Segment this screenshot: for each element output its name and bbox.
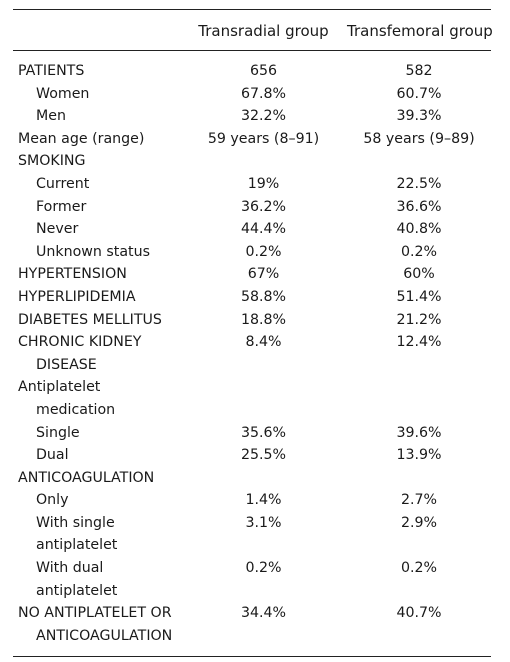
data-table: [13, 9, 491, 657]
table-row: [13, 444, 491, 467]
row-label: [13, 602, 193, 647]
row-label-line: Mean age (range): [18, 130, 145, 147]
table-header: [13, 10, 491, 51]
table-row: [13, 376, 491, 421]
transradial-value: 32.2%: [240, 108, 287, 125]
table-body: [13, 51, 491, 656]
row-label: [13, 150, 193, 173]
row-label: [13, 83, 211, 106]
transradial-value: 35.6%: [240, 424, 287, 441]
transradial-value: 0.2%: [245, 560, 282, 577]
row-label-line: With dual: [36, 560, 104, 577]
table-row: [13, 60, 491, 83]
table-row: [13, 105, 491, 128]
table-row: [13, 218, 491, 241]
transradial-value: 18.8%: [240, 311, 287, 328]
transradial-value: 58.8%: [240, 288, 287, 305]
transradial-value: 656: [249, 63, 278, 79]
row-label-line: With single: [36, 514, 115, 531]
transfemoral-value: 12.4%: [396, 334, 442, 351]
transfemoral-value: 60.7%: [396, 85, 442, 102]
row-label: [13, 512, 211, 557]
row-label: [13, 173, 211, 196]
table-row: [13, 557, 491, 602]
transfemoral-value: 51.4%: [396, 288, 442, 305]
transradial-value: 1.4%: [245, 492, 282, 509]
transradial-value: 67.8%: [240, 85, 287, 102]
row-label: [13, 309, 193, 332]
row-label-line: SMOKING: [18, 153, 86, 170]
row-label-line: Former: [36, 198, 87, 215]
row-label-line: Men: [36, 108, 66, 125]
table-row: [13, 128, 491, 151]
table-row: [13, 467, 491, 490]
row-label-line: DISEASE: [36, 356, 97, 373]
row-label: [13, 444, 211, 467]
row-label: [13, 489, 211, 512]
transfemoral-value: 58 years (9–89): [363, 130, 475, 147]
row-label-line: Never: [36, 221, 79, 238]
transfemoral-value: 36.6%: [396, 198, 442, 215]
transfemoral-value: 40.7%: [396, 605, 442, 622]
table-row: [13, 83, 491, 106]
row-label: [13, 376, 193, 421]
table-row: [13, 286, 491, 309]
row-label: [13, 241, 211, 264]
transfemoral-value: 13.9%: [396, 447, 442, 464]
header-transfemoral: Transfemoral group: [347, 22, 493, 40]
bottom-rule: [13, 656, 491, 657]
row-label-line: HYPERTENSION: [18, 266, 127, 283]
row-label: [13, 331, 193, 376]
row-label: [13, 557, 211, 602]
row-label-line: antiplatelet: [36, 582, 118, 599]
table-row: [13, 173, 491, 196]
transfemoral-value: 39.3%: [396, 108, 442, 125]
transradial-value: 59 years (8–91): [207, 130, 320, 147]
row-label-line: Dual: [36, 447, 69, 464]
transradial-value: 19%: [247, 175, 280, 192]
row-label: [13, 286, 193, 309]
row-label-line: PATIENTS: [18, 63, 85, 79]
row-label-line: Unknown status: [36, 243, 150, 260]
row-label: [13, 196, 211, 219]
header-transradial: Transradial group: [198, 22, 329, 40]
row-label-line: Antiplatelet: [18, 379, 101, 396]
transfemoral-value: 582: [405, 63, 433, 79]
table-row: [13, 263, 491, 286]
row-label: [13, 128, 193, 151]
table-row: [13, 150, 491, 173]
row-label-line: antiplatelet: [36, 537, 118, 554]
table-row: [13, 512, 491, 557]
row-label-line: HYPERLIPIDEMIA: [18, 288, 136, 305]
table-row: [13, 309, 491, 332]
row-label-line: ANTICOAGULATION: [18, 469, 155, 486]
table-row: [13, 422, 491, 445]
transradial-value: 67%: [247, 266, 280, 283]
row-label: [13, 60, 193, 83]
row-label-line: Current: [36, 175, 90, 192]
transradial-value: 34.4%: [240, 605, 287, 622]
transfemoral-value: 21.2%: [396, 311, 442, 328]
transfemoral-value: 0.2%: [400, 243, 438, 260]
transradial-value: 25.5%: [240, 447, 287, 464]
row-label: [13, 422, 211, 445]
row-label: [13, 263, 193, 286]
row-label-line: Only: [36, 492, 69, 509]
row-label: [13, 467, 193, 490]
table-row: [13, 602, 491, 647]
transradial-value: 0.2%: [245, 243, 282, 260]
transradial-value: 8.4%: [245, 334, 282, 351]
transfemoral-value: 22.5%: [396, 175, 442, 192]
transfemoral-value: 60%: [403, 266, 435, 283]
transradial-value: 3.1%: [245, 514, 282, 531]
row-label-line: Single: [36, 424, 80, 441]
transfemoral-value: 2.7%: [400, 492, 438, 509]
transfemoral-value: 0.2%: [400, 560, 438, 577]
row-label-line: Women: [36, 85, 90, 102]
transradial-value: 36.2%: [240, 198, 287, 215]
row-label-line: CHRONIC KIDNEY: [18, 334, 142, 351]
table-row: [13, 241, 491, 264]
table-row: [13, 331, 491, 376]
row-label-line: DIABETES MELLITUS: [18, 311, 162, 328]
row-label-line: NO ANTIPLATELET OR: [18, 605, 172, 622]
transfemoral-value: 39.6%: [396, 424, 442, 441]
table-row: [13, 489, 491, 512]
transfemoral-value: 2.9%: [400, 514, 438, 531]
transfemoral-value: 40.8%: [396, 221, 442, 238]
table-row: [13, 196, 491, 219]
row-label: [13, 218, 211, 241]
row-label-line: ANTICOAGULATION: [36, 627, 173, 644]
transradial-value: 44.4%: [240, 221, 287, 238]
row-label-line: medication: [36, 401, 116, 418]
row-label: [13, 105, 211, 128]
